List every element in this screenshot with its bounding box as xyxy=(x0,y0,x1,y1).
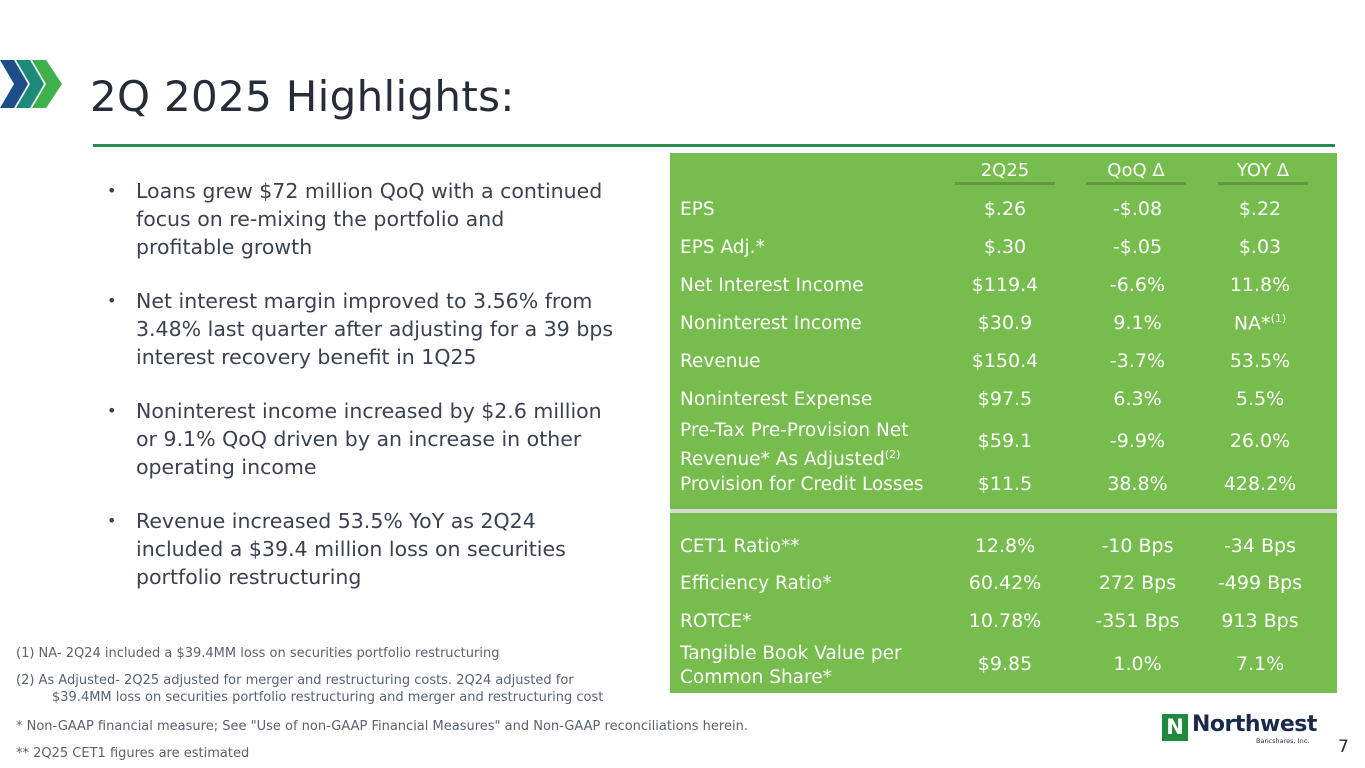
column-header-qoq: QoQ Δ xyxy=(1086,160,1186,181)
cell-value: $97.5 xyxy=(977,388,1033,410)
brand-chevrons-icon xyxy=(0,54,72,114)
row-label-noninterest-expense: Noninterest Expense xyxy=(680,389,873,410)
cell-value: 1.0% xyxy=(1113,653,1162,675)
row-label-eps: EPS xyxy=(680,199,715,220)
table-section-divider xyxy=(670,509,1337,513)
cell-value: 5.5% xyxy=(1235,388,1285,410)
highlight-item: • Noninterest income increased by $2.6 million or 9.1% QoQ driven by an increase in other operating income xyxy=(107,399,602,479)
cell-value: NA*$^{(1)}$ xyxy=(1233,312,1287,335)
row-label-rotce: ROTCE* xyxy=(680,611,752,632)
cell-value: -3.7% xyxy=(1109,350,1166,372)
cell-value: 11.8% xyxy=(1229,274,1291,296)
row-label-revenue: Revenue xyxy=(680,351,761,372)
logo-subtitle: Bancshares, Inc. xyxy=(1256,737,1310,745)
cell-value: $.30 xyxy=(983,236,1027,258)
row-label-net-interest-income: Net Interest Income xyxy=(680,275,864,296)
cell-value: -499 Bps xyxy=(1217,572,1303,594)
page-number: 7 xyxy=(1338,737,1349,757)
column-header-yoy: YOY Δ xyxy=(1218,160,1308,181)
cell-value: $150.4 xyxy=(971,350,1039,372)
highlights-list xyxy=(107,177,667,617)
cell-value: 7.1% xyxy=(1235,653,1285,675)
cell-value: 272 Bps xyxy=(1098,572,1177,594)
row-label-efficiency-ratio: Efficiency Ratio* xyxy=(680,573,832,594)
logo-mark-icon: N xyxy=(1162,714,1188,741)
cell-value: -10 Bps xyxy=(1101,535,1174,557)
cell-value: 9.1% xyxy=(1113,312,1162,334)
cell-value: $119.4 xyxy=(971,274,1039,296)
footnote-ref: (1) xyxy=(1270,312,1287,325)
footnote-1: (1) NA- 2Q24 included a $39.4MM loss on securities portfolio restructuring xyxy=(16,646,500,661)
page-title: 2Q 2025 Highlights: xyxy=(90,72,515,121)
cell-value: 60.42% xyxy=(968,572,1042,594)
footnote-non-gaap: * Non-GAAP financial measure; See "Use of non-GAAP Financial Measures" and Non-GAAP reconciliations herein. xyxy=(16,719,748,734)
cell-value: 53.5% xyxy=(1229,350,1291,372)
cell-value: 428.2% xyxy=(1223,473,1297,495)
cell-value: 12.8% xyxy=(974,535,1036,557)
cell-value: 913 Bps xyxy=(1221,610,1299,632)
highlight-item: • Net interest margin improved to 3.56% from 3.48% last quarter after adjusting for a 39 bps interest recovery benefit in 1Q25 xyxy=(107,289,614,369)
cell-value: -351 Bps xyxy=(1095,610,1180,632)
cell-value: -9.9% xyxy=(1109,430,1166,452)
row-label-eps-adj: EPS Adj.* xyxy=(680,237,765,258)
row-label-pretax-preprovision: Pre-Tax Pre-Provision Net Revenue* As Adjusted$^{(2)}$ xyxy=(680,420,909,471)
cell-value: $.26 xyxy=(983,198,1027,220)
cell-value: 10.78% xyxy=(968,610,1042,632)
title-divider xyxy=(93,144,1335,147)
cell-value: $59.1 xyxy=(977,430,1033,452)
highlight-item: • Revenue increased 53.5% YoY as 2Q24 included a $39.4 million loss on securities portfolio restructuring xyxy=(107,509,566,589)
logo-wordmark: Northwest xyxy=(1192,712,1317,737)
cell-value: 26.0% xyxy=(1229,430,1291,452)
cell-value: $30.9 xyxy=(977,312,1033,334)
cell-value: -34 Bps xyxy=(1223,535,1297,557)
cell-value: $11.5 xyxy=(977,473,1033,495)
highlight-item: • Loans grew $72 million QoQ with a continued focus on re-mixing the portfolio and profitable growth xyxy=(107,179,603,259)
cell-value: -$.08 xyxy=(1112,198,1163,220)
cell-value: $.22 xyxy=(1238,198,1282,220)
footnote-2: (2) As Adjusted- 2Q25 adjusted for merger and restructuring costs. 2Q24 adjusted for $39.4MM loss on securities portfolio restructuring and merger and restructuring cost xyxy=(16,673,604,705)
cell-value: $9.85 xyxy=(977,653,1033,675)
row-label-cet1-ratio: CET1 Ratio** xyxy=(680,536,800,557)
row-label-tangible-book-value: Tangible Book Value per Common Share* xyxy=(680,643,902,688)
cell-value: 38.8% xyxy=(1107,473,1168,495)
cell-value: -6.6% xyxy=(1109,274,1166,296)
row-label-noninterest-income: Noninterest Income xyxy=(680,313,862,334)
footnote-ref: (2) xyxy=(884,448,901,461)
row-label-provision-credit-losses: Provision for Credit Losses xyxy=(680,474,924,495)
column-header-2q25: 2Q25 xyxy=(955,160,1055,181)
cell-value: $.03 xyxy=(1238,236,1282,258)
footnote-cet1: ** 2Q25 CET1 figures are estimated xyxy=(16,746,250,761)
cell-value: 6.3% xyxy=(1113,388,1162,410)
cell-value: -$.05 xyxy=(1112,236,1163,258)
